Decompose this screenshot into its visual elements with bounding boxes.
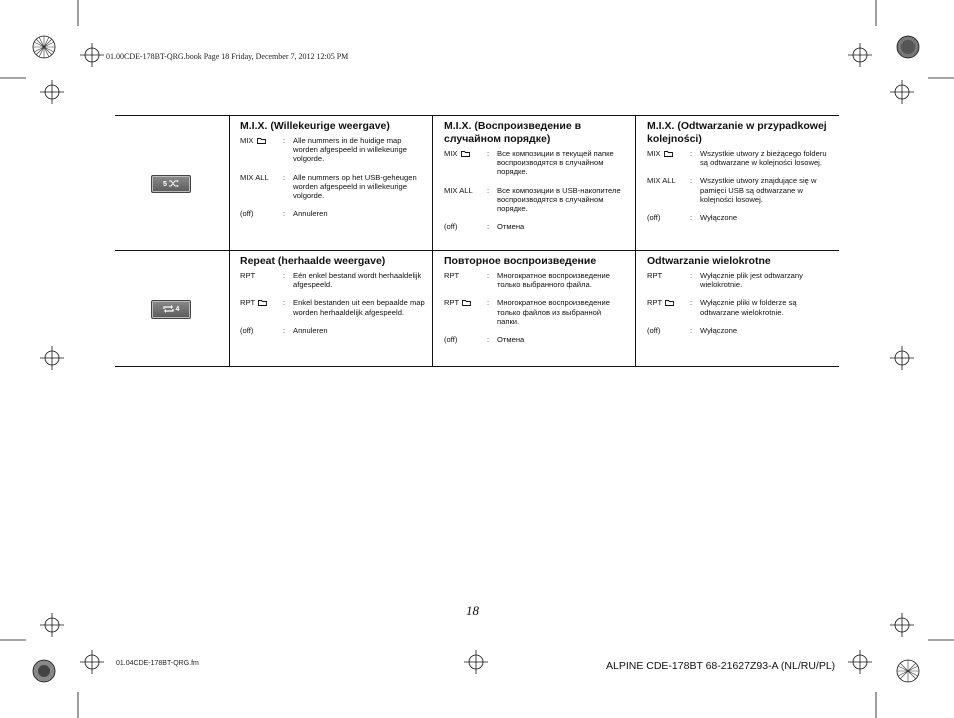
option-description: Wyłączone [700,213,738,223]
list-item: RPT : Enkel bestanden uit een bepaalde map worden herhaaldelijk afgespeeld. [240,298,425,317]
option-description: Enkel bestanden uit een bepaalde map worden herhaaldelijk afgespeeld. [293,298,425,317]
option-description: Wyłączone [700,325,738,335]
option-description: Eén enkel bestand wordt herhaaldelijk afgespeeld. [293,271,422,290]
footer-model-info: ALPINE CDE-178BT 68-21627Z93-A (NL/RU/PL) [606,660,836,672]
list-item: MIX ALL : Wszystkie utwory znajdujące się w pamięci USB są odtwarzane w kolejności losowej. [647,176,832,204]
option-term: MIX ALL [647,176,676,186]
list-item: RPT : Wyłącznie pliki w folderze są odtwarzane wielokrotnie. [647,298,832,316]
option-term: RPT [240,271,256,280]
crosshair-icon [40,43,914,674]
option-description: Annuleren [293,325,328,335]
section-title: M.I.X. (Willekeurige weergave) [240,120,390,132]
option-term: (off) [647,325,661,335]
list-item: (off) : Отмена [444,335,624,344]
section-title: Повторное воспроизведение [444,255,597,267]
option-description: Wyłącznie pliki w folderze są odtwarzane wielokrotnie. [700,298,797,317]
option-description: Alle nummers in de huidige map worden afgespeeld in willekeurige volgorde. [293,136,407,164]
option-description: Все композиции в текущей папке воспроизводятся в случайном порядке. [497,149,614,177]
option-description: Annuleren [293,209,328,219]
list-item: MIX : Wszystkie utwory z bieżącego folderu są odtwarzane w kolejności losowej. [647,149,832,167]
section-title: M.I.X. (Odtwarzanie w przypadkowej kolejności) [647,120,827,145]
option-term: (off) [444,222,458,232]
option-term: MIX [647,149,661,158]
option-description: Многократное воспроизведение только файлов из выбранной папки. [497,298,610,326]
button-number: 4 [175,306,180,313]
list-item: (off) : Wyłączone [647,213,832,222]
option-term: MIX [240,136,254,145]
button-number: 5 [163,180,167,188]
option-description: Все композиции в USB-накопителе воспроизводятся в случайном порядке. [497,185,621,214]
option-description: Wszystkie utwory znajdujące się w pamięci USB są odtwarzane w kolejności losowej. [700,176,817,204]
list-item: (off) : Wyłączone [647,326,832,335]
list-item: RPT : Eén enkel bestand wordt herhaaldelijk afgespeeld. [240,271,425,289]
list-item: MIX : Alle nummers in de huidige map worden afgespeeld in willekeurige volgorde. [240,136,425,164]
option-description: Wszystkie utwory z bieżącego folderu są odtwarzane w kolejności losowej. [700,149,827,168]
option-description: Отмена [497,222,525,232]
option-term: MIX ALL [444,185,473,195]
option-term: RPT [444,298,460,308]
option-description: Отмена [497,335,525,345]
section-title: Repeat (herhaalde weergave) [240,255,386,267]
option-term: MIX ALL [240,172,269,182]
footer-file-name: 01.04CDE-178BT-QRG.fm [116,660,199,667]
option-description: Многократное воспроизведение только выбранного файла. [497,271,610,290]
option-term: RPT [240,298,256,308]
option-description: Wyłącznie plik jest odtwarzany wielokrotnie. [700,271,803,290]
option-term: MIX [444,149,458,158]
section-title: M.I.X. (Воспроизведение в случайном порядке) [444,120,582,145]
option-term: (off) [647,213,661,223]
color-target-icon [33,36,919,682]
option-description: Alle nummers op het USB-geheugen worden afgespeeld in willekeurige volgorde. [293,172,417,201]
file-info-header: 01.00CDE-178BT-QRG.book Page 18 Friday, December 7, 2012 12:05 PM [106,52,349,61]
section-title: Odtwarzanie wielokrotne [647,255,771,267]
list-item: (off) : Отмена [444,222,624,231]
option-term: RPT [647,298,663,308]
list-item: MIX ALL : Все композиции в USB-накопителе воспроизводятся в случайном порядке. [444,186,624,214]
list-item: (off) : Annuleren [240,209,425,218]
option-term: RPT [444,271,460,280]
list-item: MIX : Все композиции в текущей папке воспроизводятся в случайном порядке. [444,149,624,177]
option-term: (off) [444,335,458,345]
page-number: 18 [466,603,479,618]
list-item: RPT : Wyłącznie plik jest odtwarzany wielokrotnie. [647,271,832,289]
option-term: RPT [647,271,663,280]
list-item: RPT : Многократное воспроизведение только выбранного файла. [444,271,624,289]
option-term: (off) [240,325,254,335]
list-item: MIX ALL : Alle nummers op het USB-geheugen worden afgespeeld in willekeurige volgorde. [240,173,425,201]
list-item: (off) : Annuleren [240,326,425,335]
option-term: (off) [240,209,254,219]
list-item: RPT : Многократное воспроизведение только файлов из выбранной папки. [444,298,624,326]
